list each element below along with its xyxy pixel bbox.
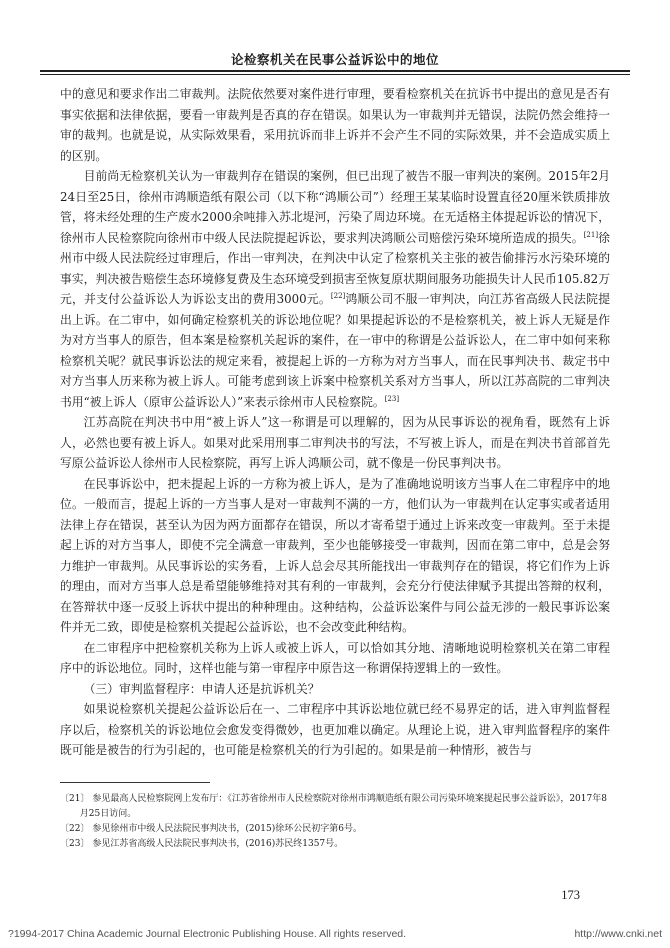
copyright-footer bbox=[8, 928, 662, 940]
footnote: 〔22〕 参见徐州市中级人民法院民事判决书，(2015)徐环公民初字第6号。 bbox=[60, 824, 362, 834]
paragraph: 江苏高院在判决书中用“被上诉人”这一称谓是可以理解的，因为从民事诉讼的视角看，既然有上诉人，必然也要有被上诉人。如果对此采用刑事二审判决书的写法，不写被上诉人，而是在判决书首部首先写原公益诉讼人徐州市人民检察院，再写上诉人鸿顺公司，就不像是一份民事判决书。 bbox=[60, 415, 610, 470]
footnotes bbox=[60, 792, 610, 852]
paragraph-text: 目前尚无检察机关认为一审裁判存在错误的案例，但已出现了被告不服一审判决的案例。2015年2月24日至25日，徐州市鸿顺造纸有限公司（以下称“鸿顺公司”）经理王某某临时设置直径20厘米铁质排放管，将未经处理的生产废水2000余吨排入苏北堤河，污染了周边环境。在无适格主体提起诉讼的情况下，徐州市人民检察院向徐州市中级人民法院提起诉讼，要求判决鸿顺公司赔偿污染环境所造成的损失。 bbox=[60, 169, 610, 245]
running-header: 论检察机关在民事公益诉讼中的地位 bbox=[230, 52, 439, 67]
paragraph: 如果说检察机关提起公益诉讼后在一、二审程序中其诉讼地位就已经不易界定的话，进入审判监督程序以后，检察机关的诉讼地位会愈发变得微妙，也更加难以确定。从理论上说，进入审判监督程序的案件既可能是被告的行为引起的，也可能是检察机关的行为引起的。如果是前一种情形，被告与 bbox=[60, 702, 610, 757]
page-number: 173 bbox=[561, 888, 580, 902]
footnote-ref: [22] bbox=[330, 292, 346, 301]
section-subheading: （三）审判监督程序：申请人还是抗诉机关？ bbox=[83, 681, 320, 696]
footnote: 〔21〕 参见最高人民检察院网上发布厅：《江苏省徐州市人民检察院对徐州市鸿顺造纸有限公司污染环境案提起民事公益诉讼》，2017年8月25日访问。 bbox=[60, 794, 607, 819]
footnote: 〔23〕 参见江苏省高级人民法院民事判决书，(2016)苏民终1357号。 bbox=[60, 839, 344, 849]
footnote-rule bbox=[60, 782, 210, 783]
paragraph bbox=[60, 166, 610, 412]
body-text bbox=[60, 84, 610, 761]
paragraph-text: 徐州市中级人民法院经过审理后，作出一审判决，在判决中认定了检察机关主张的被告偷排污水污染环境的事实，判决被告赔偿生态环境修复费及生态环境受到损害至恢复原状期间服务功能损失计人民币105.82万元，并支付公益诉讼人为诉讼支出的费用3000元。 bbox=[60, 230, 610, 306]
paragraph-text: 鸿顺公司不服一审判决，向江苏省高级人民法院提出上诉。在二审中，如何确定检察机关的诉讼地位呢？如果提起诉讼的不是检察机关，被上诉人无疑是作为对方当事人的原告，但本案是检察机关起诉的案件，在一审中的称谓是公益诉讼人，在二审中如何来称检察机关呢？就民事诉讼法的规定来看，被提起上诉的一方称为对方当事人，而在民事判决书、裁定书中对方当事人历来称为被上诉人。可能考虑到该上诉案中检察机关系对方当事人，所以江苏高院的二审判决书用“被上诉人（原审公益诉讼人）”来表示徐州市人民检察院。 bbox=[60, 292, 610, 409]
header-rule-thick bbox=[40, 70, 630, 72]
footnote-ref: [21] bbox=[583, 230, 599, 239]
footnote-ref: [23] bbox=[384, 394, 400, 403]
publisher-link[interactable]: http://www.cnki.net bbox=[574, 928, 662, 940]
paragraph: 中的意见和要求作出二审裁判。法院依然要对案件进行审理，要看检察机关在抗诉书中提出的意见是否有事实依据和法律依据，要看一审裁判是否真的存在错误。如果认为一审裁判并无错误，法院仍然会维持一审的裁判。也就是说，从实际效果看，采用抗诉而非上诉并不会产生不同的实际效果，并不会造成实质上的区别。 bbox=[60, 87, 610, 163]
copyright-notice: ?1994-2017 China Academic Journal Electronic Publishing House. All rights reserved. bbox=[8, 928, 407, 940]
paragraph: 在民事诉讼中，把未提起上诉的一方称为被上诉人，是为了准确地说明该方当事人在二审程序中的地位。一般而言，提起上诉的一方当事人是对一审裁判不满的一方，他们认为一审裁判在认定事实或者适用法律上存在错误，甚至认为因为两方面都存在错误，所以才寄希望于通过上诉来改变一审裁判。至于未提起上诉的对方当事人，即使不完全满意一审裁判，至少也能够接受一审裁判，因而在第二审中，总是会努力维护一审裁判。从民事诉讼的实务看，上诉人总会尽其所能找出一审裁判存在的错误，将它们作为上诉的理由，而对方当事人总是希望能够维持对其有利的一审裁判，会充分行使法律赋予其提出答辩的权利，在答辩状中逐一反驳上诉状中提出的种种理由。这种结构，公益诉讼案件与同公益无涉的一般民事诉讼案件并无二致，即使是检察机关提起公益诉讼，也不会改变此种结构。 bbox=[60, 476, 610, 634]
paragraph: 在二审程序中把检察机关称为上诉人或被上诉人，可以恰如其分地、清晰地说明检察机关在第二审程序中的诉讼地位。同时，这样也能与第一审程序中原告这一称谓保持逻辑上的一致性。 bbox=[60, 640, 610, 675]
header-rule-thin bbox=[40, 74, 630, 75]
